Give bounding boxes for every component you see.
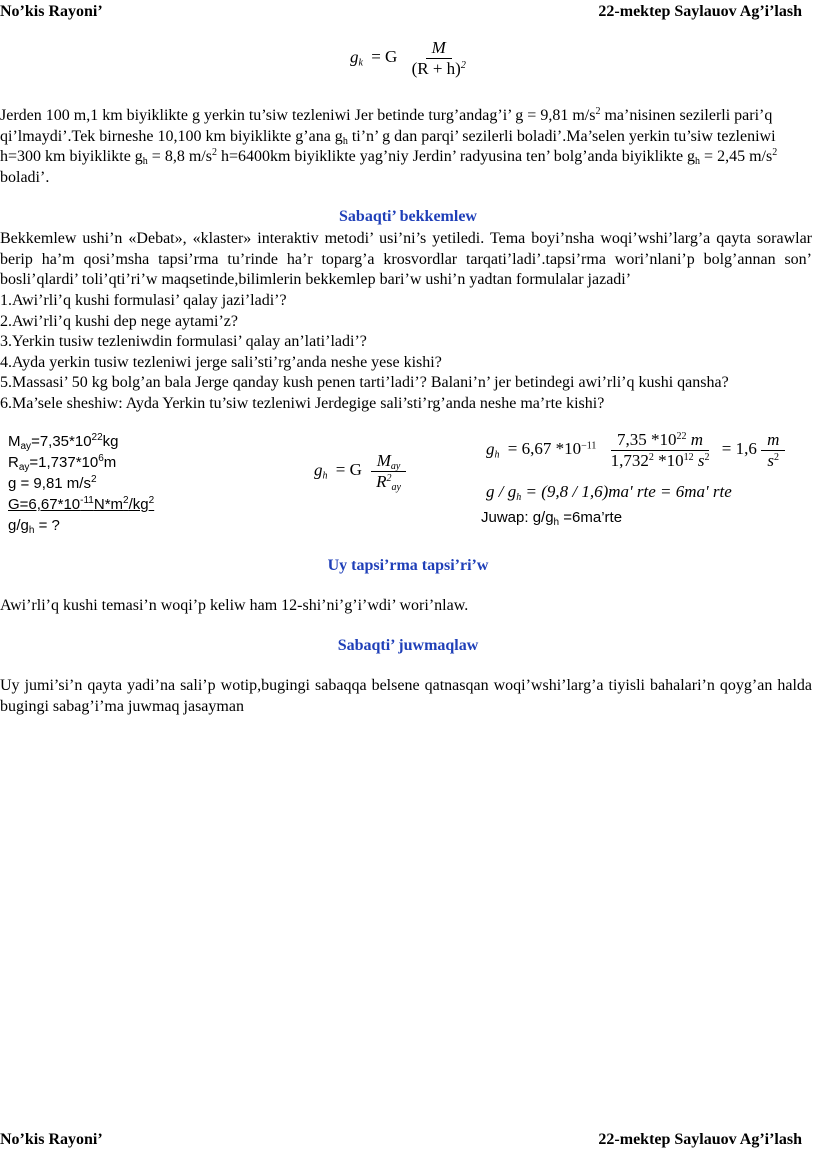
reinforce-paragraph: Bekkemlew ushi’n «Debat», «klaster» interaktiv metodi’ usi’ni’s yetiledi. Tema boyi’nsha woqi’wshi’larg’a qayta sorawlar berip ha’m qosi’msha tapsi’rma tu’rinde ha’r toparg’a krosvordlar tarqati’ladi’.tapsi’rma wori’nlani’p bolg’annan son’ bosli’qlardi’ toli’qti’ri’w maqsetinde,bilimlerin bekkemlep bari’w ushi’n yadtan formulalar jazadi’ xyxy=(0,230,812,288)
question-item: 6.Ma’sele sheshiw: Ayda Yerkin tu’siw tezleniwi Jerdegige sali’sti’rg’anda neshe ma’rte kishi? xyxy=(0,394,605,412)
answer-line: Juwap: $g/g_h$ =6ma’rte xyxy=(481,509,623,528)
homework-paragraph: Awi’rli’q kushi temasi’n woqi’p keliw ham 12-shi’ni’g’i’wdi’ wori’nlaw. xyxy=(0,597,469,614)
formula-gravity-height: $g_k = G$ $\frac{M}{(R + h)^2}$ xyxy=(350,38,466,78)
section-heading-homework: Uy tapsi’rma tapsi’ri’w xyxy=(327,557,489,574)
solution-line-2: $g / g_h = (9,8 / 1,6)ma'$ rte = 6ma' rte xyxy=(486,482,732,503)
intro-paragraph: Jerden 100 m,1 km biyiklikte g yerkin tu’siw tezleniwi Jer betinde turg’andag’i’ g = 9,81 $m/s^2$ ma’nisinen sezilerli pari’q qi’lmaydi’.Tek birneshe 10,100 km biyiklikte g’ana $g_h$ ti’n’ g dan parqi’ sezilerli boladi’.Ma’selen yerkin tu’siw tezleniwi h=300 km biyiklikte $g_h = 8,8$ $m/s^2$ h=6400km biyiklikte yag’niy Jerdin’ radyusina ten’ bolg’anda biyiklikte $g_h = 2,45$ $m/s^2$ boladi’. xyxy=(0,106,778,186)
question-item: 2.Awi’rli’q kushi dep nege aytami’z? xyxy=(0,312,239,330)
given-earth-g: g = 9,81 $m/s^2$ xyxy=(8,474,97,492)
given-grav-constant: $G=6,67*10^{-11}N*m^2/kg^2$ xyxy=(8,495,155,513)
given-moon-radius: $R_{ay}=1,737*10^6m$ xyxy=(8,453,117,473)
question-item: 1.Awi’rli’q kushi formulasi’ qalay jazi’ladi’? xyxy=(0,292,287,309)
section-heading-summary: Sabaqti’ juwmaqlaw xyxy=(337,637,479,654)
summary-paragraph: Uy jumi’si’n qayta yadi’na sali’p wotip,bugingi sabaqqa belsene qatnasqan woqi’wshi’larg’a tiyisli bahalari’n qoyg’an halda bugingi sabag’i’ma juwmaq jasayman xyxy=(0,677,812,715)
footer-left: No’kis Rayoni’ xyxy=(0,1131,103,1148)
question-item: 5.Massasi’ 50 kg bolg’an bala Jerge qanday kush penen tarti’ladi’? Balani’n’ jer betindegi awi’rli’q kushi qansha? xyxy=(0,374,729,391)
header-right: 22-mektep Saylauov Ag’i’lash xyxy=(598,3,802,20)
question-item: 3.Yerkin tusiw tezleniwdin formulasi’ qalay an’lati’ladi’? xyxy=(0,333,367,350)
section-heading-reinforce: Sabaqti’ bekkemlew xyxy=(339,208,477,225)
footer-right: 22-mektep Saylauov Ag’i’lash xyxy=(598,1131,802,1148)
given-moon-mass: $M_{ay}=7,35*10^{22}kg$ xyxy=(8,432,119,452)
question-item: 4.Ayda yerkin tusiw tezleniwi jerge sali’sti’rg’anda neshe yese kishi? xyxy=(0,353,442,371)
header-left: No’kis Rayoni’ xyxy=(0,3,103,20)
formula-moon-gravity: $g_h = G$ $\frac{M_{ay}}{R^2_{ay}}$ xyxy=(314,451,407,492)
given-unknown: $g/g_h$ = ? xyxy=(8,517,60,536)
solution-line-1: $g_h = 6,67$ $*10^{-11}$ $\frac{7,35 *10^{22} m}{1,732^2 *10^{12} s^2}$ = 1,6 $\frac{m}{s^2}$ xyxy=(486,430,785,471)
given-values xyxy=(8,431,154,536)
question-list xyxy=(0,291,812,414)
